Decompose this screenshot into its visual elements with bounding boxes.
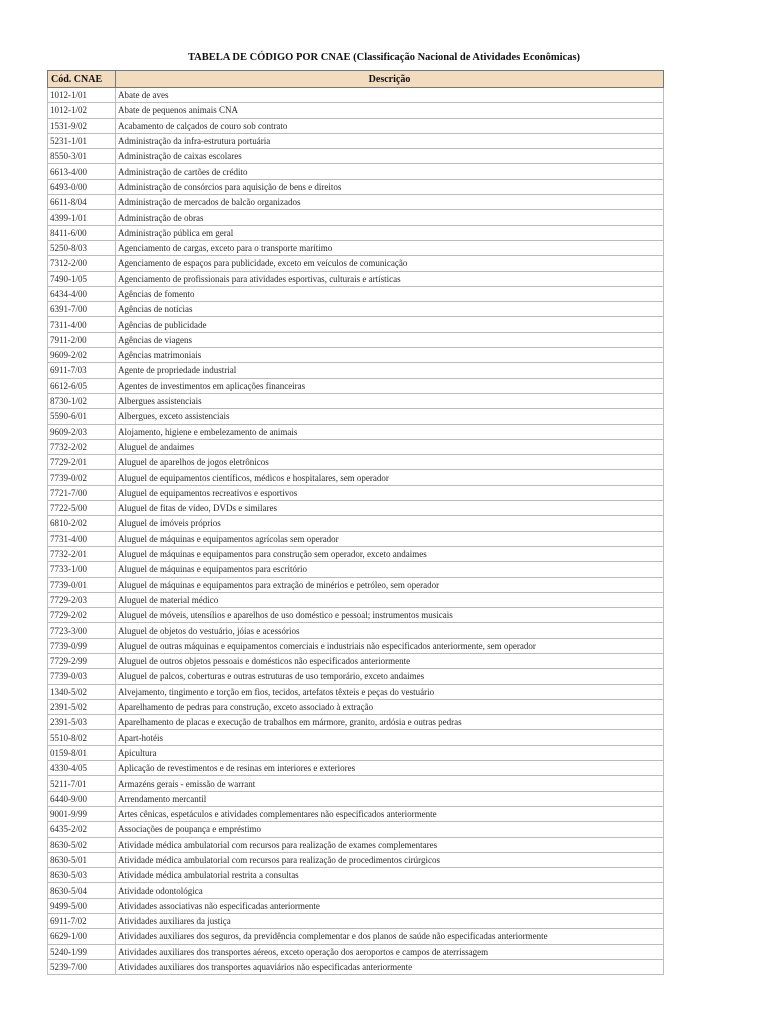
table-row <box>48 240 664 255</box>
description-cell: Administração da infra-estrutura portuária <box>116 133 664 148</box>
description-cell: Aparelhamento de pedras para construção, exceto associado à extração <box>116 699 664 714</box>
cnae-code-cell: 7722-5/00 <box>48 501 116 516</box>
cnae-code-cell: 8630-5/04 <box>48 883 116 898</box>
description-cell: Artes cênicas, espetáculos e atividades complementares não especificados anteriormente <box>116 806 664 821</box>
description-cell: Aluguel de máquinas e equipamentos para construção sem operador, exceto andaimes <box>116 546 664 561</box>
description-cell: Albergues assistenciais <box>116 393 664 408</box>
cnae-code-cell: 8411-6/00 <box>48 225 116 240</box>
cnae-code-cell: 2391-5/02 <box>48 699 116 714</box>
description-cell: Aparelhamento de placas e execução de trabalhos em mármore, granito, ardósia e outras pedras <box>116 715 664 730</box>
cnae-code-cell: 7731-4/00 <box>48 531 116 546</box>
table-row <box>48 439 664 454</box>
cnae-code-cell: 6611-8/04 <box>48 195 116 210</box>
description-cell: Atividades associativas não especificadas anteriormente <box>116 898 664 913</box>
description-cell: Atividades auxiliares dos transportes aéreos, exceto operação dos aeroportos e campos de aterrissagem <box>116 944 664 959</box>
table-row <box>48 225 664 240</box>
cnae-code-cell: 5590-6/01 <box>48 409 116 424</box>
table-row <box>48 393 664 408</box>
table-header-row <box>48 71 664 88</box>
description-cell: Acabamento de calçados de couro sob contrato <box>116 118 664 133</box>
cnae-code-cell: 9001-9/99 <box>48 806 116 821</box>
table-row <box>48 363 664 378</box>
description-cell: Agente de propriedade industrial <box>116 363 664 378</box>
cnae-code-cell: 7732-2/02 <box>48 439 116 454</box>
table-row <box>48 715 664 730</box>
description-cell: Atividade médica ambulatorial restrita a consultas <box>116 868 664 883</box>
table-row <box>48 868 664 883</box>
table-row <box>48 761 664 776</box>
description-cell: Agências de publicidade <box>116 317 664 332</box>
cnae-code-cell: 6911-7/02 <box>48 914 116 929</box>
cnae-code-cell: 5510-8/02 <box>48 730 116 745</box>
cnae-code-cell: 1531-9/02 <box>48 118 116 133</box>
table-row <box>48 745 664 760</box>
table-row <box>48 684 664 699</box>
table-row <box>48 332 664 347</box>
description-cell: Administração de consórcios para aquisição de bens e direitos <box>116 179 664 194</box>
cnae-code-cell: 8550-3/01 <box>48 149 116 164</box>
table-row <box>48 806 664 821</box>
table-row <box>48 133 664 148</box>
description-cell: Agenciamento de espaços para publicidade, exceto em veículos de comunicação <box>116 256 664 271</box>
table-row <box>48 286 664 301</box>
cnae-code-cell: 5240-1/99 <box>48 944 116 959</box>
cnae-code-cell: 7739-0/01 <box>48 577 116 592</box>
description-cell: Alojamento, higiene e embelezamento de animais <box>116 424 664 439</box>
description-cell: Aluguel de outros objetos pessoais e domésticos não especificados anteriormente <box>116 653 664 668</box>
table-row <box>48 271 664 286</box>
table-row <box>48 531 664 546</box>
table-row <box>48 929 664 944</box>
table-row <box>48 378 664 393</box>
cnae-code-cell: 6434-4/00 <box>48 286 116 301</box>
description-cell: Agências de fomento <box>116 286 664 301</box>
page-title: TABELA DE CÓDIGO POR CNAE (Classificação Nacional de Atividades Econômicas) <box>187 52 581 63</box>
table-row <box>48 776 664 791</box>
cnae-code-cell: 6391-7/00 <box>48 302 116 317</box>
column-header-description: Descrição <box>116 71 664 88</box>
description-cell: Aluguel de andaimes <box>116 439 664 454</box>
cnae-code-cell: 7721-7/00 <box>48 485 116 500</box>
table-row <box>48 638 664 653</box>
cnae-code-cell: 5211-7/01 <box>48 776 116 791</box>
table-row <box>48 88 664 103</box>
table-row <box>48 562 664 577</box>
table-row <box>48 195 664 210</box>
table-row <box>48 424 664 439</box>
cnae-code-cell: 5239-7/00 <box>48 959 116 974</box>
description-cell: Atividade odontológica <box>116 883 664 898</box>
table-row <box>48 118 664 133</box>
table-row <box>48 608 664 623</box>
description-cell: Atividade médica ambulatorial com recursos para realização de exames complementares <box>116 837 664 852</box>
description-cell: Agenciamento de cargas, exceto para o transporte marítimo <box>116 240 664 255</box>
description-cell: Aluguel de imóveis próprios <box>116 516 664 531</box>
cnae-code-cell: 7733-1/00 <box>48 562 116 577</box>
table-row <box>48 210 664 225</box>
cnae-code-cell: 7311-4/00 <box>48 317 116 332</box>
table-row <box>48 485 664 500</box>
cnae-code-cell: 0159-8/01 <box>48 745 116 760</box>
description-cell: Arrendamento mercantil <box>116 791 664 806</box>
description-cell: Aluguel de máquinas e equipamentos para escritório <box>116 562 664 577</box>
description-cell: Apart-hotéis <box>116 730 664 745</box>
table-row <box>48 179 664 194</box>
description-cell: Agências de viagens <box>116 332 664 347</box>
description-cell: Atividades auxiliares da justiça <box>116 914 664 929</box>
cnae-code-cell: 6612-6/05 <box>48 378 116 393</box>
table-row <box>48 348 664 363</box>
cnae-code-cell: 7739-0/03 <box>48 669 116 684</box>
description-cell: Agenciamento de profissionais para atividades esportivas, culturais e artísticas <box>116 271 664 286</box>
table-row <box>48 149 664 164</box>
cnae-code-cell: 6440-9/00 <box>48 791 116 806</box>
cnae-code-cell: 6613-4/00 <box>48 164 116 179</box>
table-row <box>48 852 664 867</box>
table-row <box>48 914 664 929</box>
cnae-code-cell: 6435-2/02 <box>48 822 116 837</box>
description-cell: Administração pública em geral <box>116 225 664 240</box>
table-row <box>48 577 664 592</box>
description-cell: Aluguel de móveis, utensílios e aparelhos de uso doméstico e pessoal; instrumentos musicais <box>116 608 664 623</box>
table-row <box>48 623 664 638</box>
cnae-code-cell: 8630-5/02 <box>48 837 116 852</box>
description-cell: Albergues, exceto assistenciais <box>116 409 664 424</box>
description-cell: Atividades auxiliares dos seguros, da previdência complementar e dos planos de saúde não especificadas anteriormente <box>116 929 664 944</box>
table-row <box>48 455 664 470</box>
cnae-code-cell: 6911-7/03 <box>48 363 116 378</box>
table-row <box>48 409 664 424</box>
description-cell: Agentes de investimentos em aplicações financeiras <box>116 378 664 393</box>
table-row <box>48 944 664 959</box>
description-cell: Aluguel de outras máquinas e equipamentos comerciais e industriais não especificados anteriormente, sem operador <box>116 638 664 653</box>
cnae-code-cell: 7739-0/99 <box>48 638 116 653</box>
description-cell: Abate de pequenos animais CNA <box>116 103 664 118</box>
description-cell: Aluguel de máquinas e equipamentos agrícolas sem operador <box>116 531 664 546</box>
table-row <box>48 730 664 745</box>
description-cell: Aluguel de máquinas e equipamentos para extração de minérios e petróleo, sem operador <box>116 577 664 592</box>
cnae-code-cell: 7723-3/00 <box>48 623 116 638</box>
cnae-code-cell: 1012-1/01 <box>48 88 116 103</box>
column-header-code: Cód. CNAE <box>48 71 116 88</box>
description-cell: Administração de caixas escolares <box>116 149 664 164</box>
cnae-code-cell: 9609-2/02 <box>48 348 116 363</box>
description-cell: Aluguel de equipamentos recreativos e esportivos <box>116 485 664 500</box>
cnae-table <box>47 70 664 975</box>
table-body <box>48 88 664 975</box>
description-cell: Aluguel de fitas de vídeo, DVDs e similares <box>116 501 664 516</box>
description-cell: Agências matrimoniais <box>116 348 664 363</box>
table-row <box>48 302 664 317</box>
cnae-code-cell: 7911-2/00 <box>48 332 116 347</box>
description-cell: Administração de obras <box>116 210 664 225</box>
cnae-code-cell: 2391-5/03 <box>48 715 116 730</box>
table-row <box>48 699 664 714</box>
description-cell: Aluguel de aparelhos de jogos eletrônicos <box>116 455 664 470</box>
table-row <box>48 256 664 271</box>
table-row <box>48 822 664 837</box>
table-row <box>48 470 664 485</box>
table-row <box>48 669 664 684</box>
table-row <box>48 791 664 806</box>
table-row <box>48 837 664 852</box>
description-cell: Abate de aves <box>116 88 664 103</box>
table-row <box>48 653 664 668</box>
description-cell: Aluguel de objetos do vestuário, jóias e acessórios <box>116 623 664 638</box>
cnae-code-cell: 8630-5/01 <box>48 852 116 867</box>
table-row <box>48 501 664 516</box>
table-row <box>48 592 664 607</box>
description-cell: Aluguel de material médico <box>116 592 664 607</box>
cnae-code-cell: 6810-2/02 <box>48 516 116 531</box>
cnae-code-cell: 7729-2/01 <box>48 455 116 470</box>
cnae-code-cell: 1012-1/02 <box>48 103 116 118</box>
cnae-code-cell: 7490-1/05 <box>48 271 116 286</box>
cnae-code-cell: 7729-2/02 <box>48 608 116 623</box>
description-cell: Aluguel de palcos, coberturas e outras estruturas de uso temporário, exceto andaimes <box>116 669 664 684</box>
cnae-code-cell: 7732-2/01 <box>48 546 116 561</box>
cnae-code-cell: 5231-1/01 <box>48 133 116 148</box>
table-row <box>48 883 664 898</box>
cnae-code-cell: 9499-5/00 <box>48 898 116 913</box>
description-cell: Aplicação de revestimentos e de resinas em interiores e exteriores <box>116 761 664 776</box>
cnae-code-cell: 7312-2/00 <box>48 256 116 271</box>
description-cell: Associações de poupança e empréstimo <box>116 822 664 837</box>
cnae-code-cell: 4330-4/05 <box>48 761 116 776</box>
cnae-code-cell: 6493-0/00 <box>48 179 116 194</box>
cnae-code-cell: 6629-1/00 <box>48 929 116 944</box>
table-row <box>48 959 664 974</box>
table-row <box>48 546 664 561</box>
description-cell: Administração de cartões de crédito <box>116 164 664 179</box>
cnae-code-cell: 1340-5/02 <box>48 684 116 699</box>
cnae-code-cell: 4399-1/01 <box>48 210 116 225</box>
table-row <box>48 317 664 332</box>
cnae-code-cell: 8630-5/03 <box>48 868 116 883</box>
description-cell: Agências de notícias <box>116 302 664 317</box>
table-row <box>48 898 664 913</box>
cnae-code-cell: 7729-2/99 <box>48 653 116 668</box>
description-cell: Atividade médica ambulatorial com recursos para realização de procedimentos cirúrgicos <box>116 852 664 867</box>
description-cell: Atividades auxiliares dos transportes aquaviários não especificadas anteriormente <box>116 959 664 974</box>
description-cell: Aluguel de equipamentos científicos, médicos e hospitalares, sem operador <box>116 470 664 485</box>
cnae-code-cell: 5250-8/03 <box>48 240 116 255</box>
cnae-code-cell: 7739-0/02 <box>48 470 116 485</box>
description-cell: Administração de mercados de balcão organizados <box>116 195 664 210</box>
description-cell: Apicultura <box>116 745 664 760</box>
table-row <box>48 164 664 179</box>
table-row <box>48 516 664 531</box>
description-cell: Alvejamento, tingimento e torção em fios, tecidos, artefatos têxteis e peças do vestuário <box>116 684 664 699</box>
cnae-code-cell: 7729-2/03 <box>48 592 116 607</box>
description-cell: Armazéns gerais - emissão de warrant <box>116 776 664 791</box>
cnae-code-cell: 8730-1/02 <box>48 393 116 408</box>
table-row <box>48 103 664 118</box>
cnae-code-cell: 9609-2/03 <box>48 424 116 439</box>
